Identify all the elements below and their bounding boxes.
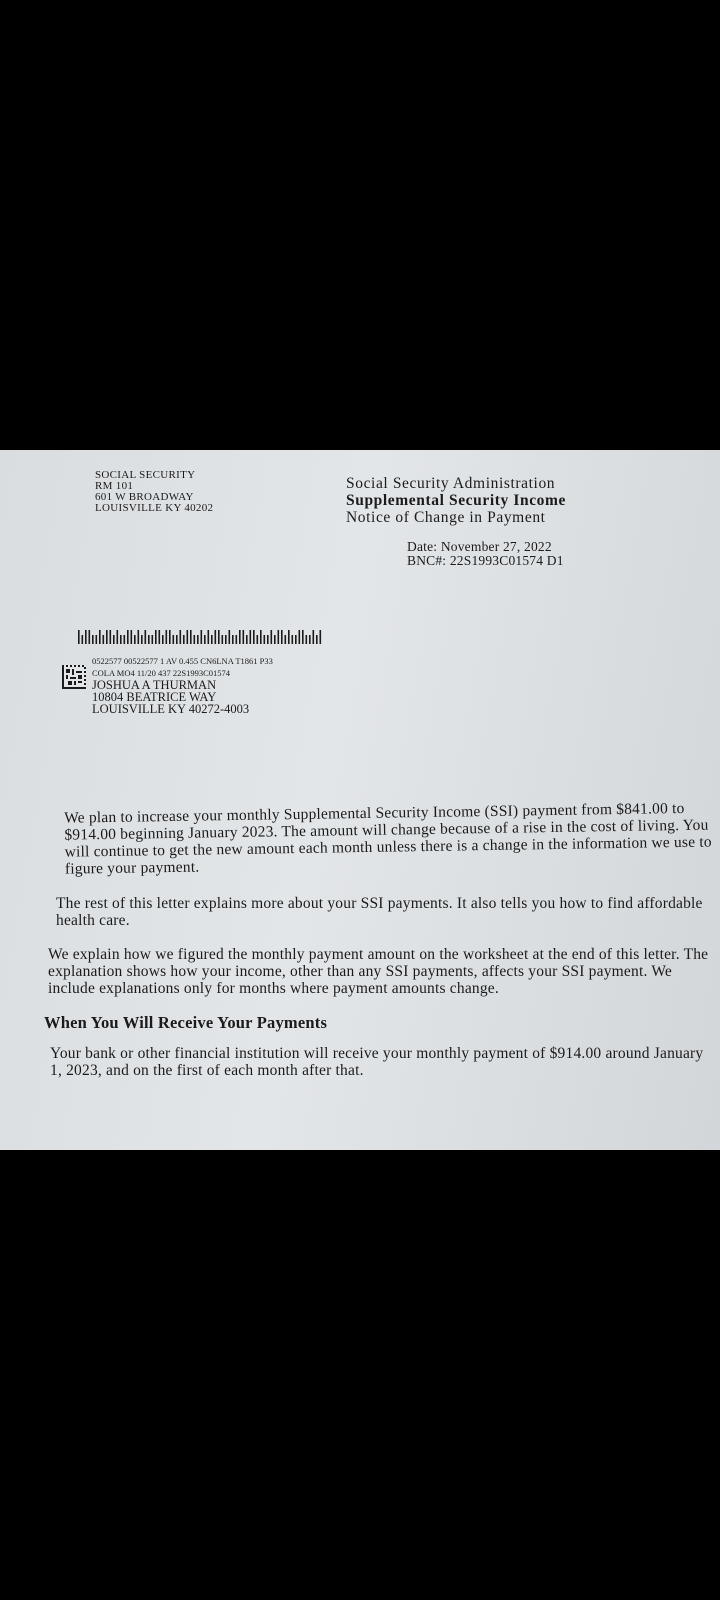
- cola-line: COLA MO4 11/20 437 22S1993C01574: [92, 668, 231, 678]
- letter-body: [44, 799, 714, 1096]
- return-address: [95, 470, 213, 514]
- return-address-line: RM 101: [95, 480, 134, 492]
- letterhead: [346, 475, 566, 526]
- section-heading-payments: When You Will Receive Your Payments: [44, 1013, 328, 1032]
- datamatrix-code-icon: [62, 665, 86, 689]
- paragraph-worksheet: We explain how we figured the monthly payment amount on the worksheet at the end of this letter. The explanation shows how your income, other than any SSI payments, affects your SSI payment. We include explanations only for months where payment amounts change.: [48, 946, 709, 997]
- recipient-name: JOSHUA A THURMAN: [92, 678, 217, 692]
- paragraph-rest-of-letter: The rest of this letter explains more about your SSI payments. It also tells you how to find affordable health care.: [56, 895, 703, 929]
- paragraph-payment-date: Your bank or other financial institution will receive your monthly payment of $914.00 around January 1, 2023, and on the first of each month after that.: [50, 1045, 704, 1079]
- postal-barcode: [78, 630, 328, 644]
- mailing-lines: [92, 655, 273, 715]
- agency-name: Social Security Administration: [346, 475, 556, 492]
- date-label: Date:: [407, 539, 438, 554]
- bnc-row: [407, 554, 564, 568]
- date-value: November 27, 2022: [440, 539, 552, 554]
- recipient-street: 10804 BEATRICE WAY: [92, 690, 217, 704]
- recipient-city: LOUISVILLE KY 40272-4003: [92, 702, 250, 716]
- program-name: Supplemental Security Income: [346, 492, 567, 509]
- date-row: [407, 540, 564, 554]
- return-address-line: 601 W BROADWAY: [95, 491, 194, 503]
- return-address-line: LOUISVILLE KY 40202: [95, 502, 214, 514]
- bnc-label: BNC#:: [407, 553, 447, 568]
- return-address-line: SOCIAL SECURITY: [95, 469, 196, 481]
- letter-page: [0, 450, 720, 1150]
- routing-codes: 0522577 00522577 1 AV 0.455 CN6LNA T1861 P33: [92, 656, 273, 666]
- notice-title: Notice of Change in Payment: [346, 509, 546, 526]
- paragraph-payment-increase: We plan to increase your monthly Supplemental Security Income (SSI) payment from $841.00 to $914.00 beginning January 2023. The amount will change because of a rise in the cost of living. You will continue to get the new amount each month unless there is a change in the information we use to figure your payment.: [63, 799, 712, 878]
- notice-meta: [407, 540, 564, 568]
- bnc-value: 22S1993C01574 D1: [449, 553, 564, 568]
